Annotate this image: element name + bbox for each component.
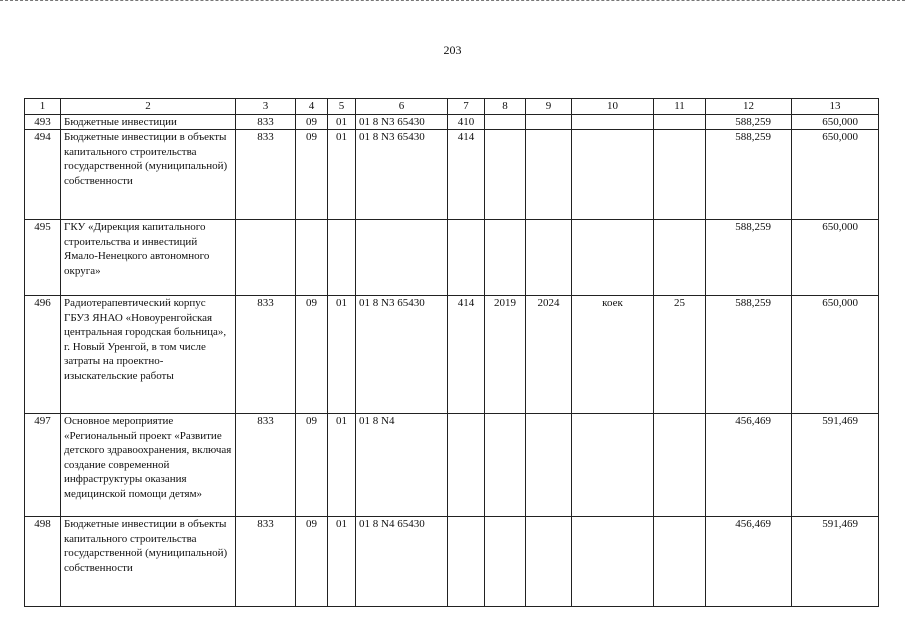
cell-col13: 591,469 bbox=[792, 517, 879, 607]
cell-col3: 833 bbox=[236, 296, 296, 414]
table-row bbox=[25, 517, 879, 607]
cell-col6: 01 8 N3 65430 bbox=[356, 130, 448, 220]
cell-col12: 456,469 bbox=[706, 414, 792, 517]
row-number: 493 bbox=[25, 114, 61, 130]
column-header: 11 bbox=[654, 99, 706, 115]
cell-col7: 414 bbox=[448, 296, 485, 414]
budget-table bbox=[24, 98, 879, 607]
top-edge-line bbox=[0, 0, 905, 3]
cell-col6: 01 8 N3 65430 bbox=[356, 296, 448, 414]
column-header: 4 bbox=[296, 99, 328, 115]
cell-col3: 833 bbox=[236, 114, 296, 130]
column-header: 1 bbox=[25, 99, 61, 115]
table-row bbox=[25, 130, 879, 220]
column-header: 3 bbox=[236, 99, 296, 115]
cell-col11: 25 bbox=[654, 296, 706, 414]
cell-col3: 833 bbox=[236, 130, 296, 220]
cell-col10 bbox=[572, 130, 654, 220]
row-number: 494 bbox=[25, 130, 61, 220]
cell-col7: 410 bbox=[448, 114, 485, 130]
cell-col5 bbox=[328, 220, 356, 296]
cell-col4 bbox=[296, 220, 328, 296]
cell-col7: 414 bbox=[448, 130, 485, 220]
column-header: 8 bbox=[485, 99, 526, 115]
cell-col6: 01 8 N4 bbox=[356, 414, 448, 517]
cell-col7 bbox=[448, 517, 485, 607]
cell-col5: 01 bbox=[328, 414, 356, 517]
cell-col4: 09 bbox=[296, 517, 328, 607]
row-number: 496 bbox=[25, 296, 61, 414]
cell-col13: 650,000 bbox=[792, 220, 879, 296]
row-name: Бюджетные инвестиции в объекты капитального строительства государственной (муниципальной) собственности bbox=[61, 130, 236, 220]
row-name: Основное мероприятие «Региональный проект «Развитие детского здравоохранения, включая создание современной инфраструктуры оказания медицинской помощи детям» bbox=[61, 414, 236, 517]
column-header: 2 bbox=[61, 99, 236, 115]
cell-col12: 588,259 bbox=[706, 220, 792, 296]
cell-col8 bbox=[485, 220, 526, 296]
cell-col9 bbox=[526, 130, 572, 220]
cell-col7 bbox=[448, 414, 485, 517]
row-number: 497 bbox=[25, 414, 61, 517]
table-row bbox=[25, 296, 879, 414]
cell-col6 bbox=[356, 220, 448, 296]
column-header: 9 bbox=[526, 99, 572, 115]
cell-col8 bbox=[485, 114, 526, 130]
cell-col13: 650,000 bbox=[792, 114, 879, 130]
row-name: Бюджетные инвестиции bbox=[61, 114, 236, 130]
column-header: 5 bbox=[328, 99, 356, 115]
cell-col9 bbox=[526, 220, 572, 296]
cell-col10 bbox=[572, 220, 654, 296]
cell-col6: 01 8 N4 65430 bbox=[356, 517, 448, 607]
cell-col11 bbox=[654, 130, 706, 220]
row-number: 498 bbox=[25, 517, 61, 607]
cell-col10 bbox=[572, 414, 654, 517]
table-row bbox=[25, 414, 879, 517]
cell-col5: 01 bbox=[328, 130, 356, 220]
column-header: 6 bbox=[356, 99, 448, 115]
table-header-row bbox=[25, 99, 879, 115]
cell-col11 bbox=[654, 517, 706, 607]
cell-col7 bbox=[448, 220, 485, 296]
cell-col4: 09 bbox=[296, 114, 328, 130]
table-row bbox=[25, 114, 879, 130]
cell-col11 bbox=[654, 220, 706, 296]
table-row bbox=[25, 220, 879, 296]
row-number: 495 bbox=[25, 220, 61, 296]
column-header: 10 bbox=[572, 99, 654, 115]
cell-col10: коек bbox=[572, 296, 654, 414]
cell-col11 bbox=[654, 414, 706, 517]
cell-col11 bbox=[654, 114, 706, 130]
cell-col3: 833 bbox=[236, 414, 296, 517]
cell-col12: 588,259 bbox=[706, 296, 792, 414]
cell-col8: 2019 bbox=[485, 296, 526, 414]
cell-col12: 588,259 bbox=[706, 130, 792, 220]
row-name: ГКУ «Дирекция капитального строительства и инвестиций Ямало-Ненецкого автономного округа» bbox=[61, 220, 236, 296]
row-name: Бюджетные инвестиции в объекты капитального строительства государственной (муниципальной) собственности bbox=[61, 517, 236, 607]
cell-col4: 09 bbox=[296, 414, 328, 517]
cell-col3: 833 bbox=[236, 517, 296, 607]
cell-col6: 01 8 N3 65430 bbox=[356, 114, 448, 130]
page-number: 203 bbox=[443, 43, 462, 57]
cell-col8 bbox=[485, 517, 526, 607]
cell-col13: 650,000 bbox=[792, 130, 879, 220]
cell-col9: 2024 bbox=[526, 296, 572, 414]
cell-col3 bbox=[236, 220, 296, 296]
cell-col4: 09 bbox=[296, 296, 328, 414]
cell-col8 bbox=[485, 414, 526, 517]
cell-col13: 650,000 bbox=[792, 296, 879, 414]
column-header: 13 bbox=[792, 99, 879, 115]
cell-col9 bbox=[526, 517, 572, 607]
cell-col13: 591,469 bbox=[792, 414, 879, 517]
cell-col12: 456,469 bbox=[706, 517, 792, 607]
cell-col5: 01 bbox=[328, 517, 356, 607]
cell-col8 bbox=[485, 130, 526, 220]
column-header: 12 bbox=[706, 99, 792, 115]
cell-col9 bbox=[526, 114, 572, 130]
cell-col4: 09 bbox=[296, 130, 328, 220]
cell-col9 bbox=[526, 414, 572, 517]
row-name: Радиотерапевтический корпус ГБУЗ ЯНАО «Новоуренгойская центральная городская больница», г. Новый Уренгой, в том числе затраты на проектно-изыскательские работы bbox=[61, 296, 236, 414]
cell-col10 bbox=[572, 517, 654, 607]
cell-col5: 01 bbox=[328, 296, 356, 414]
cell-col12: 588,259 bbox=[706, 114, 792, 130]
column-header: 7 bbox=[448, 99, 485, 115]
cell-col10 bbox=[572, 114, 654, 130]
cell-col5: 01 bbox=[328, 114, 356, 130]
